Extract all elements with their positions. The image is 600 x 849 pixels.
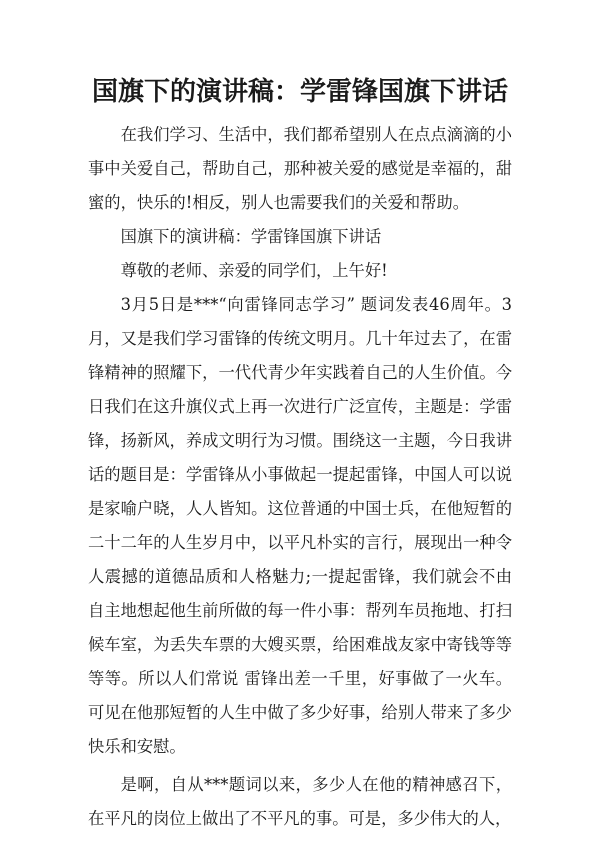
document-title: 国旗下的演讲稿：学雷锋国旗下讲话: [91, 77, 508, 107]
paragraph-greeting: 尊敬的老师、亲爱的同学们，上午好!: [120, 261, 388, 280]
paragraph-body: 3月5日是***“向雷锋同志学习” 题词发表46周年。3月，又是我们学习雷锋的传统文明月。几十年过去了，在雷锋精神的照耀下，一代代青少年实践着自己的人生价值。今日我们在这升旗仪式上再一次进行广泛宣传，主题是：学雷锋，扬新风，养成文明行为习惯。围绕这一主题，今日我讲话的题目是：学雷锋从小事做起一提起雷锋，中国人可以说是家喻户晓，人人皆知。这位普通的中国士兵，在他短暂的二十二年的人生岁月中，以平凡朴实的言行，展现出一种令人震撼的道德品质和人格魅力;一提起雷锋，我们就会不由自主地想起他生前所做的每一件小事：帮列车员拖地、打扫候车室，为丢失车票的大嫂买票，给困难战友家中寄钱等等等等。所以人们常说 雷锋出差一千里，好事做了一火车。可见在他那短暂的人生中做了多少好事，给别人带来了多少快乐和安慰。: [88, 295, 512, 756]
paragraph-intro: 在我们学习、生活中，我们都希望别人在点点滴滴的小事中关爱自己，帮助自己，那种被关爱的感觉是幸福的，甜蜜的，快乐的!相反，别人也需要我们的关爱和帮助。: [88, 125, 512, 212]
paragraph-subtitle: 国旗下的演讲稿：学雷锋国旗下讲话: [120, 227, 382, 246]
paragraph-continuation: 是啊，自从***题词以来，多少人在他的精神感召下，在平凡的岗位上做出了不平凡的事。可是，多少伟大的人，: [88, 775, 512, 828]
